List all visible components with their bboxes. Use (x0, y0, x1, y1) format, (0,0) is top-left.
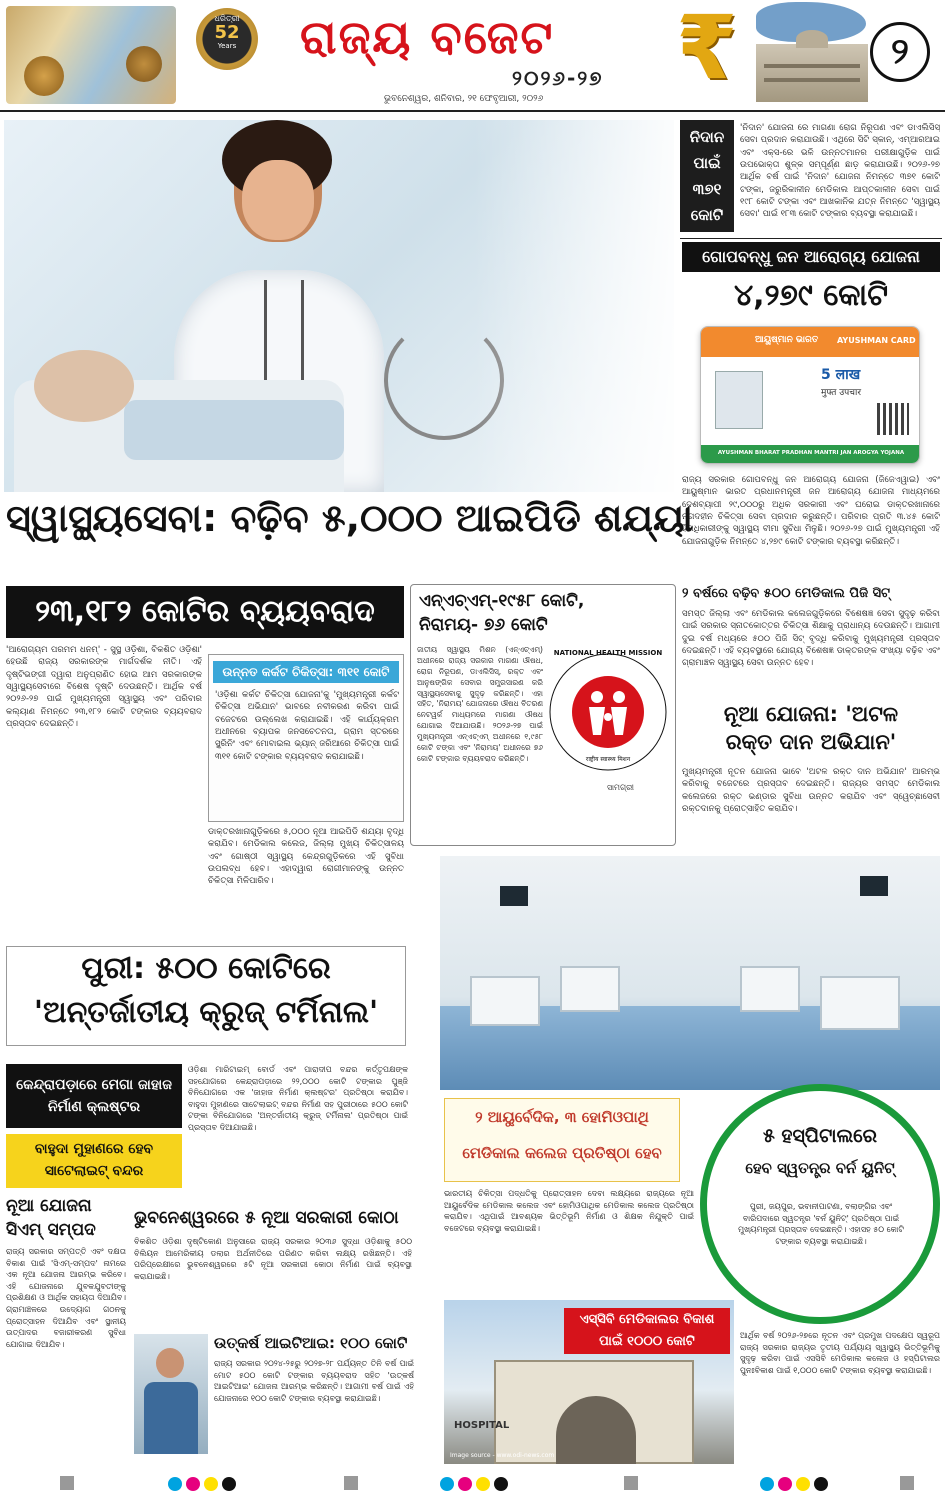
cancer-title: ଉନ୍ନତ କର୍କଟ ଚିକିତ୍ସା: ୩୧୧ କୋଟି (213, 661, 399, 683)
yellow-dot (796, 1477, 810, 1491)
incubator-icon (560, 966, 620, 1012)
masthead-collage (6, 6, 176, 104)
page-number-label: ୨ (891, 31, 909, 72)
nhm-byline: ସାମଗ୍ରୀ (607, 783, 634, 792)
gray-block (900, 1476, 914, 1490)
hero-headline: ସ୍ୱାସ୍ଥ୍ୟସେବା: ବଢ଼ିବ ୫,୦୦୦ ଆଇପିଡି ଶଯ୍ୟା (6, 496, 693, 540)
iti-student-photo (134, 1334, 208, 1454)
black-dot (814, 1477, 828, 1491)
gray-block (624, 1476, 638, 1490)
hero-photo-doctor-patient (4, 120, 674, 492)
badge-top-label: ଧରିତ୍ରୀ (214, 14, 240, 23)
nidan-body: 'ନିଦାନ' ଯୋଜନା ରେ ମାଗଣା ରୋଗ ନିରୂପଣ ଏବଂ ଡାଏଲିସିସ୍ ସେବା ପ୍ରଦାନ କରାଯାଉଛି। ଏଥିରେ ସିଟି ସ୍କାନ୍, ଏମ୍ଆରଆଇ ଏବଂ ଏକ୍ସ-ରେ ଭଳି ଉନ୍ନତମାନର ପରୀକ୍ଷାଗୁଡ଼ିକ ପାଇଁ ଉପଭୋକ୍ତା ଶୁଳ୍କ ସମ୍ପୂର୍ଣ୍ଣ ଛାଡ଼ କରାଯାଉଛି। ୨୦୨୬-୨୭ ଆର୍ଥିକ ବର୍ଷ ପାଇଁ 'ନିଦାନ' ଯୋଜନା ନିମନ୍ତେ ୩୭୧ କୋଟି ଟଙ୍କା, ଜରୁରିକାଳୀନ ମେଡିକାଲ ଆପ୍ତକାଳୀନ ସେବା ପାଇଁ ୧୯୮ କୋଟି ଟଙ୍କା ଏବଂ ଆଖକାନିକ ଯତ୍ନ ନିମନ୍ତେ 'ସ୍ୱାସ୍ଥ୍ୟ ସେବା' ପାଇଁ ୧୮୩ କୋଟି ଟଙ୍କାର ବ୍ୟବସ୍ଥା କରାଯାଇଛି। (740, 123, 940, 220)
magenta-dot (458, 1477, 472, 1491)
yellow-dot (204, 1477, 218, 1491)
patient-figure (14, 310, 344, 492)
coin-icon (24, 56, 64, 96)
bbsr-body: ବିକଶିତ ଓଡ଼ିଶା ଦୃଷ୍ଟିକୋଣ ଅନୁସାରେ ରାଜ୍ୟ ସରକାର ୨୦୩୬ ସୁଦ୍ଧା ଓଡ଼ିଶାକୁ ୫୦୦ ବିଲିୟନ ଆମେରିକୀୟ ଡଲାର ଅର୍ଥନୀତିରେ ପରିଣତ କରିବା ଲକ୍ଷ୍ୟ ରଖିଛନ୍ତି। ଏହି ପରିପ୍ରେକ୍ଷୀରେ ଭୁବନେଶ୍ୱରରେ ୫ଟି ନୂଆ ସରକାରୀ କୋଠା ନିର୍ମାଣ ପାଇଁ ବ୍ୟବସ୍ଥା କରାଯାଇଛି। (134, 1237, 412, 1281)
nhm-box (410, 584, 676, 846)
cyan-dot (760, 1477, 774, 1491)
main-story-col2: ଡାକ୍ତରଖାନାଗୁଡ଼ିକରେ ୫,୦୦୦ ନୂଆ ଆଇପିଡି ଶଯ୍ୟା ବୃଦ୍ଧି କରାଯିବ। ମେଡିକାଲ କଲେଜ, ଜିଲ୍ଲା ମୁଖ୍ୟ ଚିକିତ୍ସାଳୟ ଏବଂ ଗୋଷ୍ଠୀ ସ୍ୱାସ୍ଥ୍ୟ କେନ୍ଦ୍ରଗୁଡ଼ିକରେ ଏହି ସୁବିଧା ଉପଲବ୍ଧ ହେବ। ଏହାଦ୍ୱାରା ରୋଗୀମାନଙ୍କୁ ଉନ୍ନତ ଚିକିତ୍ସା ମିଳିପାରିବ। (208, 827, 404, 887)
scb-hospital-photo (444, 1300, 734, 1464)
puri-body: ଓଡ଼ିଶା ମାରିଟାଇମ୍ ବୋର୍ଡ ଏବଂ ପାରାଦୀପ ବନ୍ଦର କର୍ତ୍ତୃପକ୍ଷଙ୍କ ସହଯୋଗରେ କେନ୍ଦ୍ରାପଡ଼ାରେ ୨୨,୦୦୦ କୋଟି ଟଙ୍କାର ପୁଞ୍ଜି ବିନିଯୋଗରେ ଏକ 'ଜାହାଜ ନିର୍ମାଣ କ୍ଲଷ୍ଟର' ପ୍ରତିଷ୍ଠା କରାଯିବ। ବାହୁଦା ମୁହାଣରେ ସାଟେଲାଇଟ୍ ବନ୍ଦର ନିର୍ମାଣ ସହ ପୁରୀଠାରେ ୫୦୦ କୋଟି ଟଙ୍କା ବିନିଯୋଗରେ 'ଅନ୍ତର୍ଜାତୀୟ କ୍ରୁଜ୍ ଟର୍ମିନାଲ' ପ୍ରତିଷ୍ଠା ପାଇଁ ପ୍ରସ୍ତାବ ଦିଆଯାଇଛି। (188, 1065, 408, 1132)
gjay-body: ରାଜ୍ୟ ସରକାର ଗୋପବନ୍ଧୁ ଜନ ଆରୋଗ୍ୟ ଯୋଜନା (ଜିଜେଏୱାଇ) ଏବଂ ଆୟୁଷ୍ମାନ ଭାରତ ପ୍ରଧାନମନ୍ତ୍ରୀ ଜନ ଆରୋଗ୍ୟ ଯୋଜନା ମାଧ୍ୟମରେ ଦେଶବ୍ୟାପୀ ୨୯,୦୦୦ରୁ ଅଧିକ ସରକାରୀ ଏବଂ ଘରୋଇ ଡାକ୍ତରଖାନାରେ ନଗଦହୀନ ଚିକିତ୍ସା ସେବା ପ୍ରଦାନ କରୁଛନ୍ତି। ପରିବାର ପ୍ରତି ୩.୪୫ କୋଟି ହିତାଧିକାରୀଙ୍କୁ ସ୍ୱାସ୍ଥ୍ୟ ବୀମା ସୁବିଧା ମିଳୁଛି। ୨୦୨୬-୨୭ ପାଇଁ ମୁଖ୍ୟମନ୍ତ୍ରୀ ଏହି ଯୋଜନାଗୁଡ଼ିକ ନିମନ୍ତେ ୪,୨୭୯ କୋଟି ଟଙ୍କାର ବ୍ୟବସ୍ଥା କରିଛନ୍ତି। (682, 475, 940, 547)
hospital-gate (494, 1360, 694, 1464)
card-lakh-badge: 5 लाख (821, 367, 861, 383)
atal-title-2: ରକ୍ତ ଦାନ ଅଭିଯାନ' (725, 730, 897, 754)
nhm-title-2: ନିରାମୟ- ୭୬ କୋଟି (419, 615, 548, 635)
nicu-ward-photo (440, 856, 940, 1090)
gate-sign: HOSPITAL (454, 1420, 510, 1431)
cm-sampad-title-2: ସିଏମ୍ ସମ୍ପଦ (6, 1220, 96, 1240)
puri-box (6, 946, 406, 1046)
atal-title-1: ନୂଆ ଯୋଜନା: 'ଅଟଳ (723, 702, 899, 726)
incubator-icon (740, 966, 800, 1012)
anniversary-badge (196, 8, 258, 70)
scb-body: ଆର୍ଥିକ ବର୍ଷ ୨୦୨୬-୨୭ରେ ନୂତନ ଏବଂ ପ୍ରମୁଖ ପଦକ୍ଷେପ ସ୍ୱରୂପ ରାଜ୍ୟ ସରକାର ରାଜ୍ୟର ତୃତୀୟ ପର୍ଯ୍ୟାୟ ସ୍ୱାସ୍ଥ୍ୟ ଭିତ୍ତିଭୂମିକୁ ସୁଦୃଢ଼ କରିବା ପାଇଁ ଏସସିବି ମେଡିକାଲ କଲେଜ ଓ ହସ୍ପିଟାଲର ପୁନଃବିକାଶ ପାଇଁ ୧,୦୦୦ କୋଟି ଟଙ୍କାର ବ୍ୟବସ୍ଥା କରାଯାଇଛି। (740, 1331, 940, 1375)
masthead-rule (0, 110, 945, 112)
magenta-dot (186, 1477, 200, 1491)
gray-block (60, 1476, 74, 1490)
puri-headline-2: 'ଅନ୍ତର୍ଜାତୀୟ କ୍ରୁଜ୍ ଟର୍ମିନାଲ' (33, 995, 379, 1030)
coin-icon (126, 46, 162, 82)
card-footer: AYUSHMAN BHARAT PRADHAN MANTRI JAN AROGYA YOJANA (717, 450, 905, 456)
burn-unit-circle (700, 1084, 940, 1324)
window-light (474, 120, 674, 492)
hero-subhead: ୨୩,୧୮୨ କୋଟିର ବ୍ୟୟବରାଦ (6, 586, 404, 638)
cyan-dot (168, 1477, 182, 1491)
monitor-icon (500, 886, 528, 906)
incubator-icon (470, 976, 540, 1026)
incubator-icon (820, 976, 900, 1030)
puri-headline-1: ପୁରୀ: ୫୦୦ କୋଟିରେ (81, 951, 331, 986)
nhm-logo (545, 649, 671, 775)
cancer-box (208, 654, 404, 822)
ayur-title-1: ୨ ଆୟୁର୍ବେଦିକ, ୩ ହୋମିଓପାଥି (475, 1108, 649, 1126)
scb-badge-1: ଏସ୍ସିବି ମେଡିକାଲର ବିକାଶ (579, 1312, 715, 1327)
scb-badge-2: ପାଇଁ ୧୦୦୦ କୋଟି (599, 1334, 695, 1349)
ayur-body: ଭାରତୀୟ ଚିକିତ୍ସା ପଦ୍ଧତିକୁ ପ୍ରୋତ୍ସାହନ ଦେବା ଲକ୍ଷ୍ୟରେ ରାଜ୍ୟରେ ନୂଆ ଆୟୁର୍ବେଦିକ ମେଡିକାଲ କଲେଜ ଏବଂ ହୋମିଓପାଥିକ ମେଡିକାଲ କଲେଜ ପ୍ରତିଷ୍ଠା କରାଯିବ। ଏଥିପାଇଁ ଆବଶ୍ୟକ ଭିତ୍ତିଭୂମି ନିର୍ମାଣ ଓ ଶିକ୍ଷକ ନିଯୁକ୍ତି ପାଇଁ ବଜେଟରେ ବ୍ୟବସ୍ଥା କରାଯାଇଛି। (444, 1189, 694, 1233)
iti-headline: ଉତ୍କର୍ଷ ଆଇଟିଆଇ: ୧୦୦ କୋଟି (214, 1334, 408, 1352)
black-dot (222, 1477, 236, 1491)
nidan-label-2: ପାଇଁ (693, 154, 721, 172)
nidan-label-1: ନିଦାନ (689, 128, 725, 146)
gjay-title: ଗୋପବନ୍ଧୁ ଜନ ଆରୋଗ୍ୟ ଯୋଜନା (682, 242, 940, 272)
registration-bar (0, 1472, 945, 1494)
gray-block (344, 1476, 358, 1490)
pg-seats-body: ସମସ୍ତ ଜିଲ୍ଲା ଏବଂ ମେଡିକାଲ କଲେଜଗୁଡ଼ିକରେ ବିଶେଷଜ୍ଞ ସେବା ସୁଦୃଢ଼ କରିବା ପାଇଁ ସରକାର ସ୍ନାତକୋତ୍ତର ଚିକିତ୍ସା ଶିକ୍ଷାକୁ ପ୍ରାଧାନ୍ୟ ଦେଉଛନ୍ତି। ଆଗାମୀ ଦୁଇ ବର୍ଷ ମଧ୍ୟରେ ୫୦୦ ପିଜି ସିଟ୍ ବୃଦ୍ଧି କରିବାକୁ ମୁଖ୍ୟମନ୍ତ୍ରୀ ପ୍ରସ୍ତାବ ଦେଇଛନ୍ତି। ଏହି ବ୍ୟବସ୍ଥାରେ ଯୋଗ୍ୟ ବିଶେଷଜ୍ଞ ଡାକ୍ତରଙ୍କ ସଂଖ୍ୟା ବଢ଼ିବ ଏବଂ ଗ୍ରାମାଞ୍ଚଳ ସ୍ୱାସ୍ଥ୍ୟ ସେବା ଉନ୍ନତ ହେବ। (682, 609, 940, 669)
nidan-box (680, 120, 942, 232)
iti-body: ରାଜ୍ୟ ସରକାର ୨୦୨୪-୨୫ରୁ ୨୦୨୭-୨୮ ପର୍ଯ୍ୟନ୍ତ ତିନି ବର୍ଷ ପାଇଁ ମୋଟ ୫୦୦ କୋଟି ଟଙ୍କାର ବ୍ୟୟବରାଦ ସହିତ 'ଉତ୍କର୍ଷ ଆଇଟିଆଇ' ଯୋଜନା ଆରମ୍ଭ କରିଛନ୍ତି। ଆଗାମୀ ବର୍ଷ ପାଇଁ ଏହି ଯୋଜନାରେ ୧୦୦ କୋଟି ଟଙ୍କାର ବ୍ୟବସ୍ଥା କରାଯାଇଛି। (214, 1359, 414, 1403)
burn-body: ପୁରୀ, ଜୟପୁର, ଭବାନୀପାଟଣା, ବଲାଙ୍ଗିର ଏବଂ ବାରିପଦାରେ ସ୍ୱତନ୍ତ୍ର 'ବର୍ନ ୟୁନିଟ୍' ପ୍ରତିଷ୍ଠା ପାଇଁ ମୁଖ୍ୟମନ୍ତ୍ରୀ ପ୍ରସ୍ତାବ ଦେଇଛନ୍ତି। ଏହାସହ ୫୦ କୋଟି ଟଙ୍କାର ବ୍ୟବସ୍ଥା କରାଯାଇଛି। (738, 1202, 904, 1246)
nhm-ring-text: NATIONAL HEALTH MISSION (553, 649, 663, 657)
cm-sampad-headline (6, 1194, 126, 1242)
ayur-title-2: ମେଡିକାଲ କଲେଜ ପ୍ରତିଷ୍ଠା ହେବ (462, 1144, 662, 1162)
atal-body: ମୁଖ୍ୟମନ୍ତ୍ରୀ ନୂତନ ଯୋଜନା ଭାବେ 'ଅଟଳ ରକ୍ତ ଦାନ ଅଭିଯାନ' ଆରମ୍ଭ କରିବାକୁ ବଜେଟରେ ପ୍ରସ୍ତାବ ଦେଇଛନ୍ତି। ରାଜ୍ୟର ସମସ୍ତ ମେଡିକାଲ କଲେଜରେ ରକ୍ତ ଭଣ୍ଡାର ସୁବିଧା ଉନ୍ନତ କରାଯିବ ଏବଂ ସ୍ୱେଚ୍ଛାସେବୀ ରକ୍ତଦାନକୁ ପ୍ରୋତ୍ସାହିତ କରାଯିବ। (682, 767, 940, 814)
burn-title-2: ହେବ ସ୍ୱତନ୍ତ୍ର ବର୍ନ ୟୁନିଟ୍ (745, 1159, 895, 1177)
assembly-building-icon (756, 44, 868, 102)
dateline: ଭୁବନେଶ୍ୱର, ଶନିବାର, ୨୧ ଫେବୃଆରୀ, ୨୦୨୬ (384, 94, 544, 104)
nhm-logo-sub: राष्ट्रीय स्वास्थ्य मिशन (585, 756, 631, 763)
monitor-icon (860, 876, 888, 896)
divider (680, 238, 942, 239)
nidan-label-4: କୋଟି (690, 206, 724, 224)
cm-sampad-title-1: ନୂଆ ଯୋଜନା (6, 1196, 92, 1216)
registration-marks (438, 1476, 510, 1494)
masthead-title: ରାଜ୍ୟ ବଜେଟ (300, 10, 555, 64)
yellow-dot (476, 1477, 490, 1491)
bbsr-headline: ଭୁବନେଶ୍ୱରରେ ୫ ନୂଆ ସରକାରୀ କୋଠା (134, 1208, 399, 1228)
rupee-icon: ₹ (676, 0, 738, 99)
qr-code-icon (877, 403, 909, 435)
cm-sampad-body: ରାଜ୍ୟ ସରକାର ସମ୍ପତ୍ତି ଏବଂ ଦକ୍ଷତା ବିକାଶ ପାଇଁ 'ସିଏମ୍-ସମ୍ପଦ' ନାମରେ ଏକ ନୂଆ ଯୋଜନା ଆରମ୍ଭ କରିବେ। ଏହି ଯୋଜନାରେ ଯୁବକଯୁବତୀଙ୍କୁ ପ୍ରଶିକ୍ଷଣ ଓ ଆର୍ଥିକ ସହାୟତା ଦିଆଯିବ। ଗ୍ରାମାଞ୍ଚଳରେ ଉଦ୍ୟୋଗ ଗଠନକୁ ପ୍ରୋତ୍ସାହନ ଦିଆଯିବ ଏବଂ ସ୍ଥାନୀୟ ଉତ୍ପାଦର ବଜାରୀକରଣ ସୁବିଧା ଯୋଗାଇ ଦିଆଯିବ। (6, 1247, 126, 1349)
black-dot (494, 1477, 508, 1491)
page-number (870, 22, 930, 82)
shipbuilding-bar: କେନ୍ଦ୍ରାପଡ଼ାରେ ମେଗା ଜାହାଜ ନିର୍ମାଣ କ୍ଲଷ୍ଟର (6, 1064, 182, 1128)
nhm-body: ଜାତୀୟ ସ୍ୱାସ୍ଥ୍ୟ ମିଶନ (ଏନ୍ଏଚ୍ଏମ୍) ଅଧୀନରେ ରାଜ୍ୟ ସରକାର ମାଗଣା ଔଷଧ, ରୋଗ ନିରୂପଣ, ଡାଏଲିସିସ୍, ରକ୍ତ ଏବଂ ଆନୁଷଙ୍ଗିକ ସେବାର ସମ୍ପ୍ରସାରଣ କରି ସ୍ୱାସ୍ଥ୍ୟସେବାକୁ ସୁଦୃଢ଼ କରିଛନ୍ତି। ଏହା ସହିତ, 'ନିରାମୟ' ଯୋଜନାରେ ଔଷଧ ବିତରଣ ନେଟୱର୍କ ମାଧ୍ୟମରେ ମାଗଣା ଔଷଧ ଯୋଗାଇ ଦିଆଯାଉଛି। ୨୦୨୬-୨୭ ପାଇଁ ମୁଖ୍ୟମନ୍ତ୍ରୀ ଏନ୍ଏଚ୍ଏମ୍ ଅଧୀନରେ ୧,୯୫୮ କୋଟି ଟଙ୍କା ଏବଂ 'ନିରାମୟ' ଅଧୀନରେ ୭୬ କୋଟି ଟଙ୍କାର ବ୍ୟୟବରାଦ କରିଛନ୍ତି। (417, 645, 543, 763)
atal-headline (682, 700, 940, 756)
nhm-title-1: ଏନ୍ଏଚ୍ଏମ୍-୧୯୫୮ କୋଟି, (419, 591, 585, 611)
cyan-dot (440, 1477, 454, 1491)
masthead-year: ୨୦୨୬-୨୭ (512, 66, 604, 90)
card-free-label: मुफ्त उपचार (821, 388, 861, 398)
badge-sub: Years (217, 42, 237, 50)
nidan-label-3: ୩୭୧ (692, 180, 722, 198)
scb-badge (564, 1308, 730, 1354)
gjay-amount: ୪,୨୭୯ କୋଟି (733, 278, 889, 313)
ayur-banner (444, 1098, 680, 1182)
gjay-box (682, 242, 940, 582)
ayushman-card-image (700, 326, 920, 464)
cancer-body: 'ଓଡ଼ିଶା କର୍କଟ ଚିକିତ୍ସା ଯୋଜନା'କୁ 'ମୁଖ୍ୟମନ୍ତ୍ରୀ କର୍କଟ ଚିକିତ୍ସା ଅଭିଯାନ' ଭାବରେ ନବୀକରଣ କରିବା ପାଇଁ ବଜେଟରେ ଉଲ୍ଲେଖ କରାଯାଇଛି। ଏହି କାର୍ଯ୍ୟକ୍ରମ ଅଧୀନରେ ବ୍ୟାପକ ଜନସଚେତନତା, ଗ୍ରାମ ସ୍ତରରେ ସ୍କ୍ରିନିଂ ଏବଂ ମୋବାଇଲ ଭ୍ୟାନ୍ ଜରିଆରେ ଚିକିତ୍ସା ପାଇଁ ୩୧୧ କୋଟି ଟଙ୍କାର ବ୍ୟୟବରାଦ କରାଯାଇଛି। (215, 690, 399, 762)
satellite-port-bar: ବାହୁଦା ମୁହାଣରେ ହେବ ସାଟେଲାଇଟ୍ ବନ୍ଦର (6, 1134, 182, 1188)
card-header: ଆୟୁଷ୍ମାନ ଭାରତ (755, 335, 819, 345)
photo-credit: Image source - www.odi-news.com (450, 1452, 555, 1459)
pg-seats-headline: ୨ ବର୍ଷରେ ବଢ଼ିବ ୫୦୦ ମେଡିକାଲ ପିଜି ସିଟ୍ (682, 586, 891, 601)
masthead (0, 0, 945, 112)
burn-title-1: ୫ ହସ୍ପିଟାଲରେ (762, 1125, 878, 1147)
nidan-side-label (680, 120, 734, 232)
card-type-label: AYUSHMAN CARD (837, 336, 916, 345)
card-photo-icon (715, 371, 763, 429)
registration-marks (758, 1476, 830, 1494)
registration-marks (166, 1476, 238, 1494)
badge-number: 52 (214, 22, 240, 43)
main-story-col1: 'ଆରୋଗ୍ୟମ ପରମମ ଧନମ୍' - ସୁସ୍ଥ ଓଡ଼ିଶା, ବିକଶିତ ଓଡ଼ିଶା' ହେଉଛି ରାଜ୍ୟ ସରକାରଙ୍କ ମାର୍ଗଦର୍ଶକ ନୀତି। ଏହି ଦୃଷ୍ଟିଭଙ୍ଗୀ ଦ୍ୱାରା ଅନୁପ୍ରାଣିତ ହୋଇ ଆମ ସରକାରଙ୍କ ସ୍ୱାସ୍ଥ୍ୟସେବାରେ ବିଶେଷ ଦୃଷ୍ଟି ଦେଉଛନ୍ତି। ଆର୍ଥିକ ବର୍ଷ ୨୦୨୬-୨୭ ପାଇଁ ମୁଖ୍ୟମନ୍ତ୍ରୀ ସ୍ୱାସ୍ଥ୍ୟ ଏବଂ ପରିବାର କଲ୍ୟାଣ ନିମନ୍ତେ ୨୩,୧୮୨ କୋଟି ଟଙ୍କାର ବ୍ୟୟବରାଦ ପ୍ରସ୍ତାବ ଦେଇଛନ୍ତି। (6, 645, 202, 729)
magenta-dot (778, 1477, 792, 1491)
